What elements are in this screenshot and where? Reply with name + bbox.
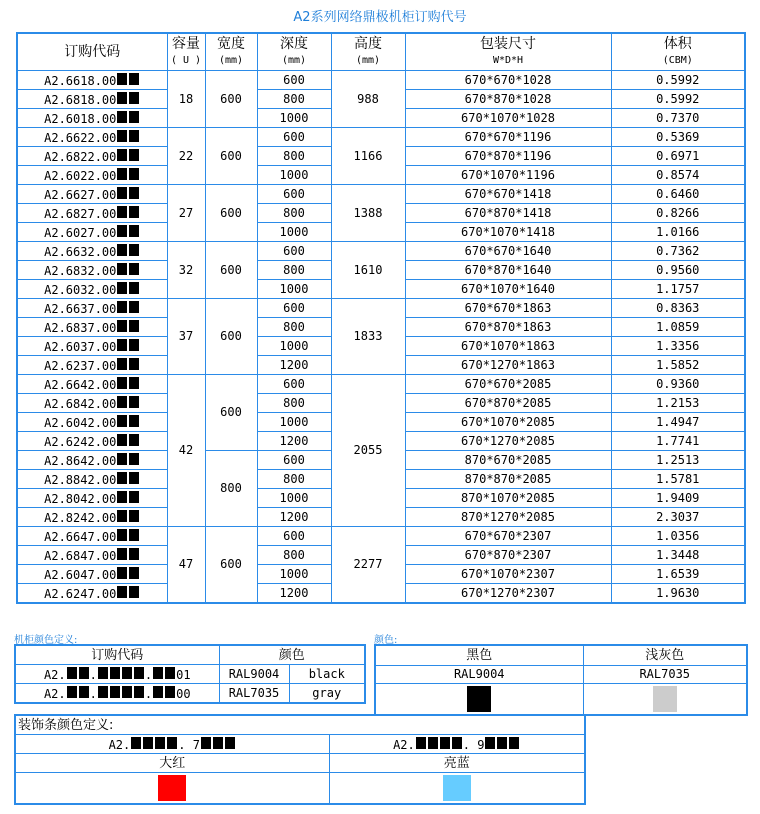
height-cell: 1610 (331, 242, 405, 299)
depth-cell: 1200 (257, 584, 331, 604)
depth-cell: 600 (257, 299, 331, 318)
depth-cell: 800 (257, 394, 331, 413)
depth-cell: 1200 (257, 432, 331, 451)
pack-size-cell: 670*1070*1418 (405, 223, 611, 242)
width-cell: 600 (205, 128, 257, 185)
depth-cell: 800 (257, 261, 331, 280)
table-row (17, 375, 745, 394)
pack-size-cell: 870*1270*2085 (405, 508, 611, 527)
pack-size-cell: 670*1070*1863 (405, 337, 611, 356)
color-ral-gray: RAL7035 (583, 666, 747, 684)
table-row (17, 128, 745, 147)
width-cell: 600 (205, 527, 257, 604)
color-ral-black: RAL9004 (375, 666, 583, 684)
cabinet-color-table (14, 644, 366, 704)
volume-cell: 0.5369 (611, 128, 745, 147)
pack-size-cell: 670*670*2085 (405, 375, 611, 394)
depth-cell: 600 (257, 71, 331, 90)
pack-size-cell: 870*870*2085 (405, 470, 611, 489)
capacity-cell: 27 (167, 185, 205, 242)
volume-cell: 0.8266 (611, 204, 745, 223)
volume-cell: 1.4947 (611, 413, 745, 432)
cabinet-color-ral: RAL7035 (219, 684, 289, 704)
depth-cell: 600 (257, 527, 331, 546)
pack-size-cell: 670*870*1418 (405, 204, 611, 223)
width-cell: 600 (205, 299, 257, 375)
order-code-cell: A2.6042.00 (17, 413, 167, 432)
width-cell: 600 (205, 242, 257, 299)
blue-swatch (443, 775, 471, 801)
colors-table (374, 644, 748, 716)
cabinet-color-code-header: 订购代码 (15, 645, 219, 665)
depth-cell: 600 (257, 242, 331, 261)
volume-cell: 1.3356 (611, 337, 745, 356)
order-code-cell: A2.6827.00 (17, 204, 167, 223)
volume-cell: 0.8363 (611, 299, 745, 318)
order-code-cell: A2.6637.00 (17, 299, 167, 318)
trim-name-red: 大红 (15, 754, 329, 773)
colors-section-label: 颜色: (374, 635, 398, 646)
order-code-cell: A2.8842.00 (17, 470, 167, 489)
depth-cell: 1200 (257, 508, 331, 527)
red-swatch (158, 775, 186, 801)
order-code-cell: A2.6842.00 (17, 394, 167, 413)
depth-cell: 800 (257, 147, 331, 166)
capacity-cell: 32 (167, 242, 205, 299)
order-code-table (16, 32, 746, 604)
pack-size-cell: 670*1270*2307 (405, 584, 611, 604)
cabinet-color-section-label: 机柜颜色定义: (14, 635, 78, 646)
header-volume: 体积 (CBM) (611, 33, 745, 71)
order-code-cell: A2.6622.00 (17, 128, 167, 147)
volume-cell: 1.2153 (611, 394, 745, 413)
table-row (17, 299, 745, 318)
pack-size-cell: 670*870*1640 (405, 261, 611, 280)
pack-size-cell: 670*670*1196 (405, 128, 611, 147)
volume-cell: 1.6539 (611, 565, 745, 584)
depth-cell: 1000 (257, 565, 331, 584)
pack-size-cell: 670*870*1028 (405, 90, 611, 109)
trim-swatch-cell (329, 773, 585, 805)
order-code-cell: A2.6832.00 (17, 261, 167, 280)
pack-size-cell: 670*870*2307 (405, 546, 611, 565)
order-code-cell: A2.6818.00 (17, 90, 167, 109)
header-width: 宽度 (mm) (205, 33, 257, 71)
capacity-cell: 47 (167, 527, 205, 604)
order-code-cell: A2.6647.00 (17, 527, 167, 546)
pack-size-cell: 670*670*1863 (405, 299, 611, 318)
depth-cell: 600 (257, 375, 331, 394)
trim-color-table (14, 714, 586, 805)
header-depth: 深度 (mm) (257, 33, 331, 71)
order-code-cell: A2.8642.00 (17, 451, 167, 470)
color-swatch-cell (583, 684, 747, 716)
depth-cell: 1000 (257, 280, 331, 299)
depth-cell: 1000 (257, 337, 331, 356)
order-code-cell: A2.6027.00 (17, 223, 167, 242)
color-name-black: 黑色 (375, 645, 583, 666)
header-capacity: 容量 ( U ) (167, 33, 205, 71)
capacity-cell: 18 (167, 71, 205, 128)
pack-size-cell: 670*1070*1196 (405, 166, 611, 185)
header-height: 高度 (mm) (331, 33, 405, 71)
order-code-cell: A2.6037.00 (17, 337, 167, 356)
depth-cell: 1000 (257, 109, 331, 128)
volume-cell: 0.7362 (611, 242, 745, 261)
page-title: A2系列网络鼎极机柜订购代号 (293, 10, 467, 25)
depth-cell: 1000 (257, 413, 331, 432)
order-code-cell: A2.6837.00 (17, 318, 167, 337)
trim-swatch-cell (15, 773, 329, 805)
depth-cell: 800 (257, 470, 331, 489)
pack-size-cell: 670*870*2085 (405, 394, 611, 413)
volume-cell: 1.0166 (611, 223, 745, 242)
table-row (17, 242, 745, 261)
cabinet-color-row (15, 684, 365, 704)
pack-size-cell: 670*670*2307 (405, 527, 611, 546)
pack-size-cell: 670*1270*2085 (405, 432, 611, 451)
trim-code-blue: A2. . 9 (329, 735, 585, 754)
order-code-cell: A2.6618.00 (17, 71, 167, 90)
order-code-cell: A2.6022.00 (17, 166, 167, 185)
pack-size-cell: 670*870*1863 (405, 318, 611, 337)
cabinet-color-ral: RAL9004 (219, 665, 289, 684)
depth-cell: 1000 (257, 489, 331, 508)
depth-cell: 600 (257, 128, 331, 147)
pack-size-cell: 670*1070*1028 (405, 109, 611, 128)
order-code-cell: A2.6627.00 (17, 185, 167, 204)
order-code-cell: A2.8042.00 (17, 489, 167, 508)
volume-cell: 0.6971 (611, 147, 745, 166)
capacity-cell: 22 (167, 128, 205, 185)
pack-size-cell: 670*1070*2085 (405, 413, 611, 432)
height-cell: 1833 (331, 299, 405, 375)
order-code-cell: A2.6642.00 (17, 375, 167, 394)
header-pack-size: 包装尺寸 W*D*H (405, 33, 611, 71)
volume-cell: 1.5852 (611, 356, 745, 375)
depth-cell: 1000 (257, 166, 331, 185)
volume-cell: 1.9409 (611, 489, 745, 508)
depth-cell: 800 (257, 318, 331, 337)
depth-cell: 800 (257, 204, 331, 223)
order-code-cell: A2.8242.00 (17, 508, 167, 527)
pack-size-cell: 670*1070*2307 (405, 565, 611, 584)
volume-cell: 0.5992 (611, 90, 745, 109)
width-cell: 600 (205, 375, 257, 451)
volume-cell: 0.5992 (611, 71, 745, 90)
order-code-cell: A2.6047.00 (17, 565, 167, 584)
order-code-cell: A2.6847.00 (17, 546, 167, 565)
pack-size-cell: 870*670*2085 (405, 451, 611, 470)
pack-size-cell: 670*1070*1640 (405, 280, 611, 299)
volume-cell: 0.9560 (611, 261, 745, 280)
volume-cell: 1.7741 (611, 432, 745, 451)
cabinet-color-row (15, 665, 365, 684)
volume-cell: 1.0356 (611, 527, 745, 546)
volume-cell: 1.0859 (611, 318, 745, 337)
depth-cell: 800 (257, 546, 331, 565)
cabinet-color-color-header: 颜色 (219, 645, 365, 665)
pack-size-cell: 670*870*1196 (405, 147, 611, 166)
order-code-cell: A2.6032.00 (17, 280, 167, 299)
pack-size-cell: 670*670*1640 (405, 242, 611, 261)
volume-cell: 0.6460 (611, 185, 745, 204)
volume-cell: 1.1757 (611, 280, 745, 299)
header-code: 订购代码 (17, 33, 167, 71)
trim-name-blue: 亮蓝 (329, 754, 585, 773)
width-cell: 600 (205, 185, 257, 242)
depth-cell: 1000 (257, 223, 331, 242)
capacity-cell: 37 (167, 299, 205, 375)
pack-size-cell: 670*670*1028 (405, 71, 611, 90)
volume-cell: 1.3448 (611, 546, 745, 565)
table-header-row (17, 33, 745, 71)
trim-code-red: A2. . 7 (15, 735, 329, 754)
cabinet-color-name: black (289, 665, 365, 684)
pack-size-cell: 670*1270*1863 (405, 356, 611, 375)
order-code-cell: A2.6822.00 (17, 147, 167, 166)
depth-cell: 600 (257, 185, 331, 204)
black-swatch (467, 686, 491, 712)
color-name-gray: 浅灰色 (583, 645, 747, 666)
table-row (17, 527, 745, 546)
cabinet-color-code: A2. . . 01 (15, 665, 219, 684)
volume-cell: 1.5781 (611, 470, 745, 489)
pack-size-cell: 870*1070*2085 (405, 489, 611, 508)
depth-cell: 1200 (257, 356, 331, 375)
height-cell: 1166 (331, 128, 405, 185)
height-cell: 1388 (331, 185, 405, 242)
color-swatch-cell (375, 684, 583, 716)
depth-cell: 800 (257, 90, 331, 109)
volume-cell: 1.9630 (611, 584, 745, 604)
volume-cell: 1.2513 (611, 451, 745, 470)
cabinet-color-name: gray (289, 684, 365, 704)
table-row (17, 71, 745, 90)
volume-cell: 0.7370 (611, 109, 745, 128)
order-code-cell: A2.6632.00 (17, 242, 167, 261)
height-cell: 2277 (331, 527, 405, 604)
volume-cell: 2.3037 (611, 508, 745, 527)
order-code-cell: A2.6247.00 (17, 584, 167, 604)
table-row (17, 185, 745, 204)
volume-cell: 0.8574 (611, 166, 745, 185)
depth-cell: 600 (257, 451, 331, 470)
cabinet-color-code: A2. . . 00 (15, 684, 219, 704)
width-cell: 800 (205, 451, 257, 527)
height-cell: 988 (331, 71, 405, 128)
height-cell: 2055 (331, 375, 405, 527)
volume-cell: 0.9360 (611, 375, 745, 394)
capacity-cell: 42 (167, 375, 205, 527)
gray-swatch (653, 686, 677, 712)
trim-section-label: 装饰条颜色定义: (15, 715, 585, 735)
order-code-cell: A2.6018.00 (17, 109, 167, 128)
width-cell: 600 (205, 71, 257, 128)
order-code-cell: A2.6237.00 (17, 356, 167, 375)
pack-size-cell: 670*670*1418 (405, 185, 611, 204)
order-code-cell: A2.6242.00 (17, 432, 167, 451)
